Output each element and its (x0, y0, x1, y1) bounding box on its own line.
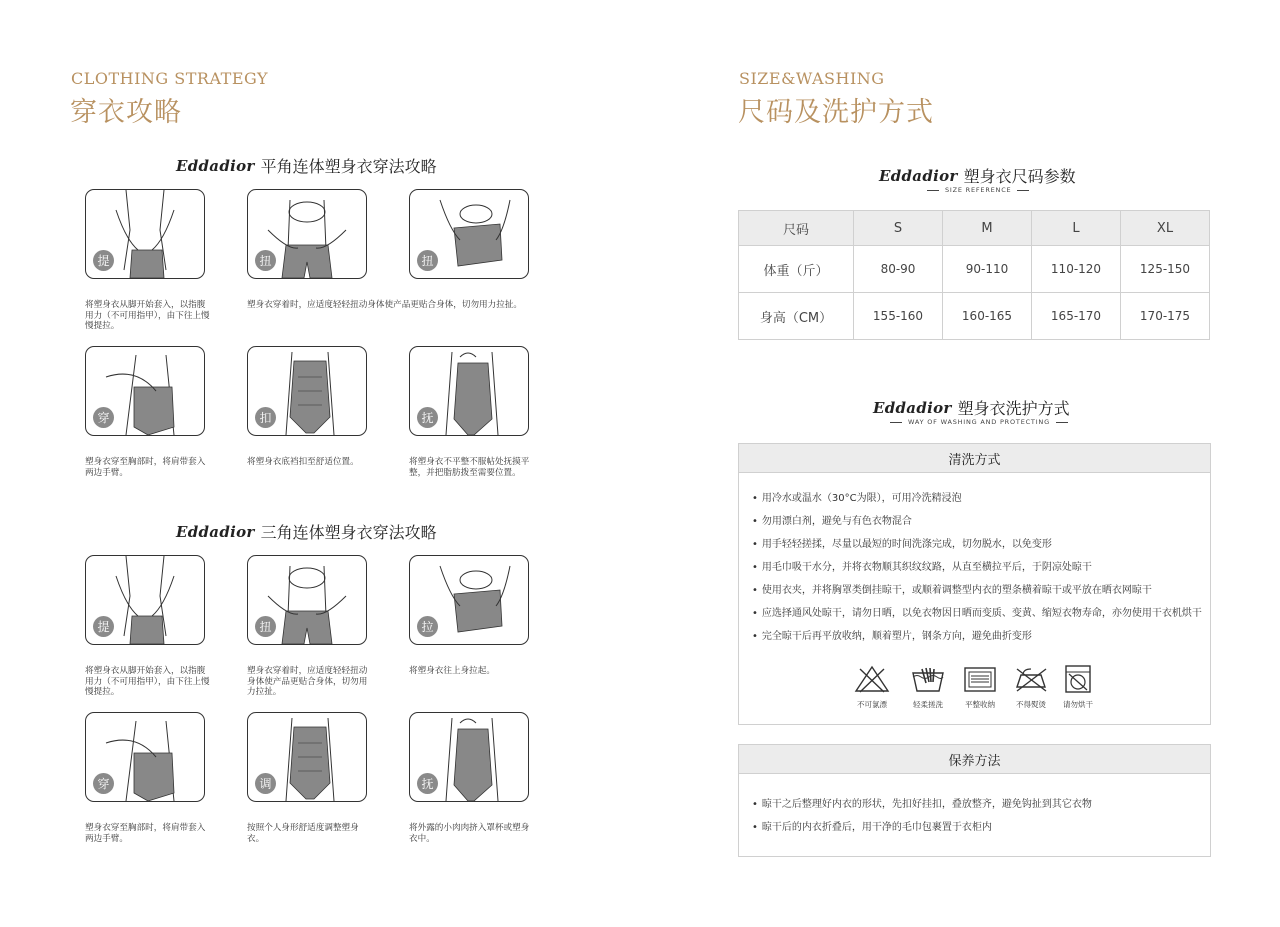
section1-title: 平角连体塑身衣穿法攻略 (260, 157, 437, 176)
right-chinese-title: 尺码及洗护方式 (738, 97, 934, 128)
size-table-header (739, 211, 1210, 246)
step-caption: 将塑身衣从脚开始套入，以指腹用力（不可用指甲），由下往上慢慢提拉。 (85, 300, 210, 331)
cleaning-list (739, 487, 1202, 648)
gentle-hand-wash-icon (898, 665, 958, 710)
step-illustration (247, 189, 367, 279)
step-illustration (247, 712, 367, 802)
icon-label: 平整收纳 (965, 700, 995, 709)
no-bleach-icon (842, 665, 902, 710)
size-table (738, 210, 1210, 340)
brand-logo: Eddadior (873, 398, 952, 417)
table-cell: 170-175 (1121, 293, 1210, 340)
table-cell: 110-120 (1032, 246, 1121, 293)
cleaning-box-title: 清洗方式 (739, 444, 1210, 473)
list-item: • 使用衣夹，并将胸罩类倒挂晾干，或顺着调整型内衣的塑条横着晾干或平放在晒衣网晾干 (752, 579, 1202, 602)
step-badge: 扣 (255, 407, 276, 428)
table-cell: S (854, 211, 943, 246)
care-list (739, 793, 1092, 839)
step-caption: 塑身衣穿着时，应适度轻轻扭动身体使产品更贴合身体，切勿用力拉扯。 (247, 666, 368, 697)
brand-logo: Eddadior (879, 166, 958, 185)
table-cell: 体重（斤） (739, 246, 854, 293)
step-illustration (85, 189, 205, 279)
list-item: • 应选择通风处晾干，请勿日晒，以免衣物因日晒而变质、变黄、缩短衣物寿命，亦勿使用干衣机烘干 (752, 602, 1202, 625)
step-badge: 提 (93, 250, 114, 271)
step-caption: 将塑身衣往上身拉起。 (409, 666, 495, 676)
left-chinese-title: 穿衣攻略 (70, 97, 182, 128)
step-caption: 塑身衣穿至胸部时，将肩带套入两边手臂。 (85, 823, 206, 844)
no-tumble-dry-icon (1048, 665, 1108, 710)
step-caption: 按照个人身形舒适度调整塑身衣。 (247, 823, 359, 844)
step-caption: 将塑身衣从脚开始套入，以指腹用力（不可用指甲），由下往上慢慢提拉。 (85, 666, 210, 697)
step-caption: 将外露的小肉肉挤入罩杯或塑身衣中。 (409, 823, 530, 844)
table-cell: 90-110 (943, 246, 1032, 293)
step-badge: 提 (93, 616, 114, 637)
brand-logo: Eddadior (176, 522, 255, 541)
icon-label: 请勿烘干 (1063, 700, 1093, 709)
step-caption: 塑身衣穿至胸部时，将肩带套入两边手臂。 (85, 457, 206, 478)
list-item: • 用冷水或温水（30°C为限），可用冷洗精浸泡 (752, 487, 1202, 510)
list-item: • 晾干之后整理好内衣的形状，先扣好挂扣，叠放整齐，避免钩扯到其它衣物 (752, 793, 1092, 816)
step-badge: 扭 (255, 616, 276, 637)
step-caption: 将塑身衣底裆扣至舒适位置。 (247, 457, 359, 467)
list-item: • 完全晾干后再平放收纳，顺着塑片，钢条方向，避免曲折变形 (752, 625, 1202, 648)
step-illustration (247, 555, 367, 645)
brand-logo: Eddadior (176, 156, 255, 175)
table-cell: XL (1121, 211, 1210, 246)
step-badge: 调 (255, 773, 276, 794)
table-cell: 165-170 (1032, 293, 1121, 340)
step-illustration (409, 189, 529, 279)
step-illustration (409, 712, 529, 802)
step-badge: 扭 (417, 250, 438, 271)
table-cell: 80-90 (854, 246, 943, 293)
table-row (739, 293, 1210, 340)
care-box-title: 保养方法 (739, 745, 1210, 774)
step-illustration (85, 346, 205, 436)
section1-heading (176, 154, 437, 177)
step-caption: 塑身衣穿着时，应适度轻轻扭动身体使产品更贴合身体，切勿用力拉扯。 (247, 300, 523, 310)
size-subtitle: SIZE REFERENCE (927, 186, 1029, 194)
step-badge: 抚 (417, 407, 438, 428)
step-badge: 拉 (417, 616, 438, 637)
table-cell: 155-160 (854, 293, 943, 340)
table-cell: 160-165 (943, 293, 1032, 340)
step-caption: 将塑身衣不平整不服帖处抚摸平整，并把脂肪拨至需要位置。 (409, 457, 530, 478)
washing-title: 塑身衣洗护方式 (957, 399, 1070, 418)
right-english-title: SIZE&WASHING (739, 69, 885, 88)
step-badge: 穿 (93, 773, 114, 794)
step-badge: 扭 (255, 250, 276, 271)
list-item: • 用手轻轻搓揉，尽量以最短的时间洗涤完成，切勿脱水，以免变形 (752, 533, 1202, 556)
step-illustration (409, 555, 529, 645)
section2-title: 三角连体塑身衣穿法攻略 (260, 523, 437, 542)
icon-label: 不得熨烫 (1016, 700, 1046, 709)
table-cell: 尺码 (739, 211, 854, 246)
list-item: • 勿用漂白剂，避免与有色衣物混合 (752, 510, 1202, 533)
size-heading (879, 164, 1076, 187)
washing-heading (873, 396, 1070, 419)
list-item: • 晾干后的内衣折叠后，用干净的毛巾包裹置于衣柜内 (752, 816, 1092, 839)
step-badge: 抚 (417, 773, 438, 794)
table-cell: 身高（CM） (739, 293, 854, 340)
icon-label: 轻柔搓洗 (913, 700, 943, 709)
step-illustration (85, 555, 205, 645)
washing-subtitle: WAY OF WASHING AND PROTECTING (890, 418, 1068, 426)
care-box (738, 744, 1211, 857)
left-english-title: CLOTHING STRATEGY (71, 69, 269, 88)
list-item: • 用毛巾吸干水分，并将衣物顺其织纹纹路，从直至横拉平后，于阴凉处晾干 (752, 556, 1202, 579)
table-cell: M (943, 211, 1032, 246)
section2-heading (176, 520, 437, 543)
size-title: 塑身衣尺码参数 (963, 167, 1076, 186)
step-illustration (247, 346, 367, 436)
icon-label: 不可氯漂 (857, 700, 887, 709)
table-cell: 125-150 (1121, 246, 1210, 293)
step-badge: 穿 (93, 407, 114, 428)
step-illustration (85, 712, 205, 802)
table-row (739, 246, 1210, 293)
table-cell: L (1032, 211, 1121, 246)
step-illustration (409, 346, 529, 436)
